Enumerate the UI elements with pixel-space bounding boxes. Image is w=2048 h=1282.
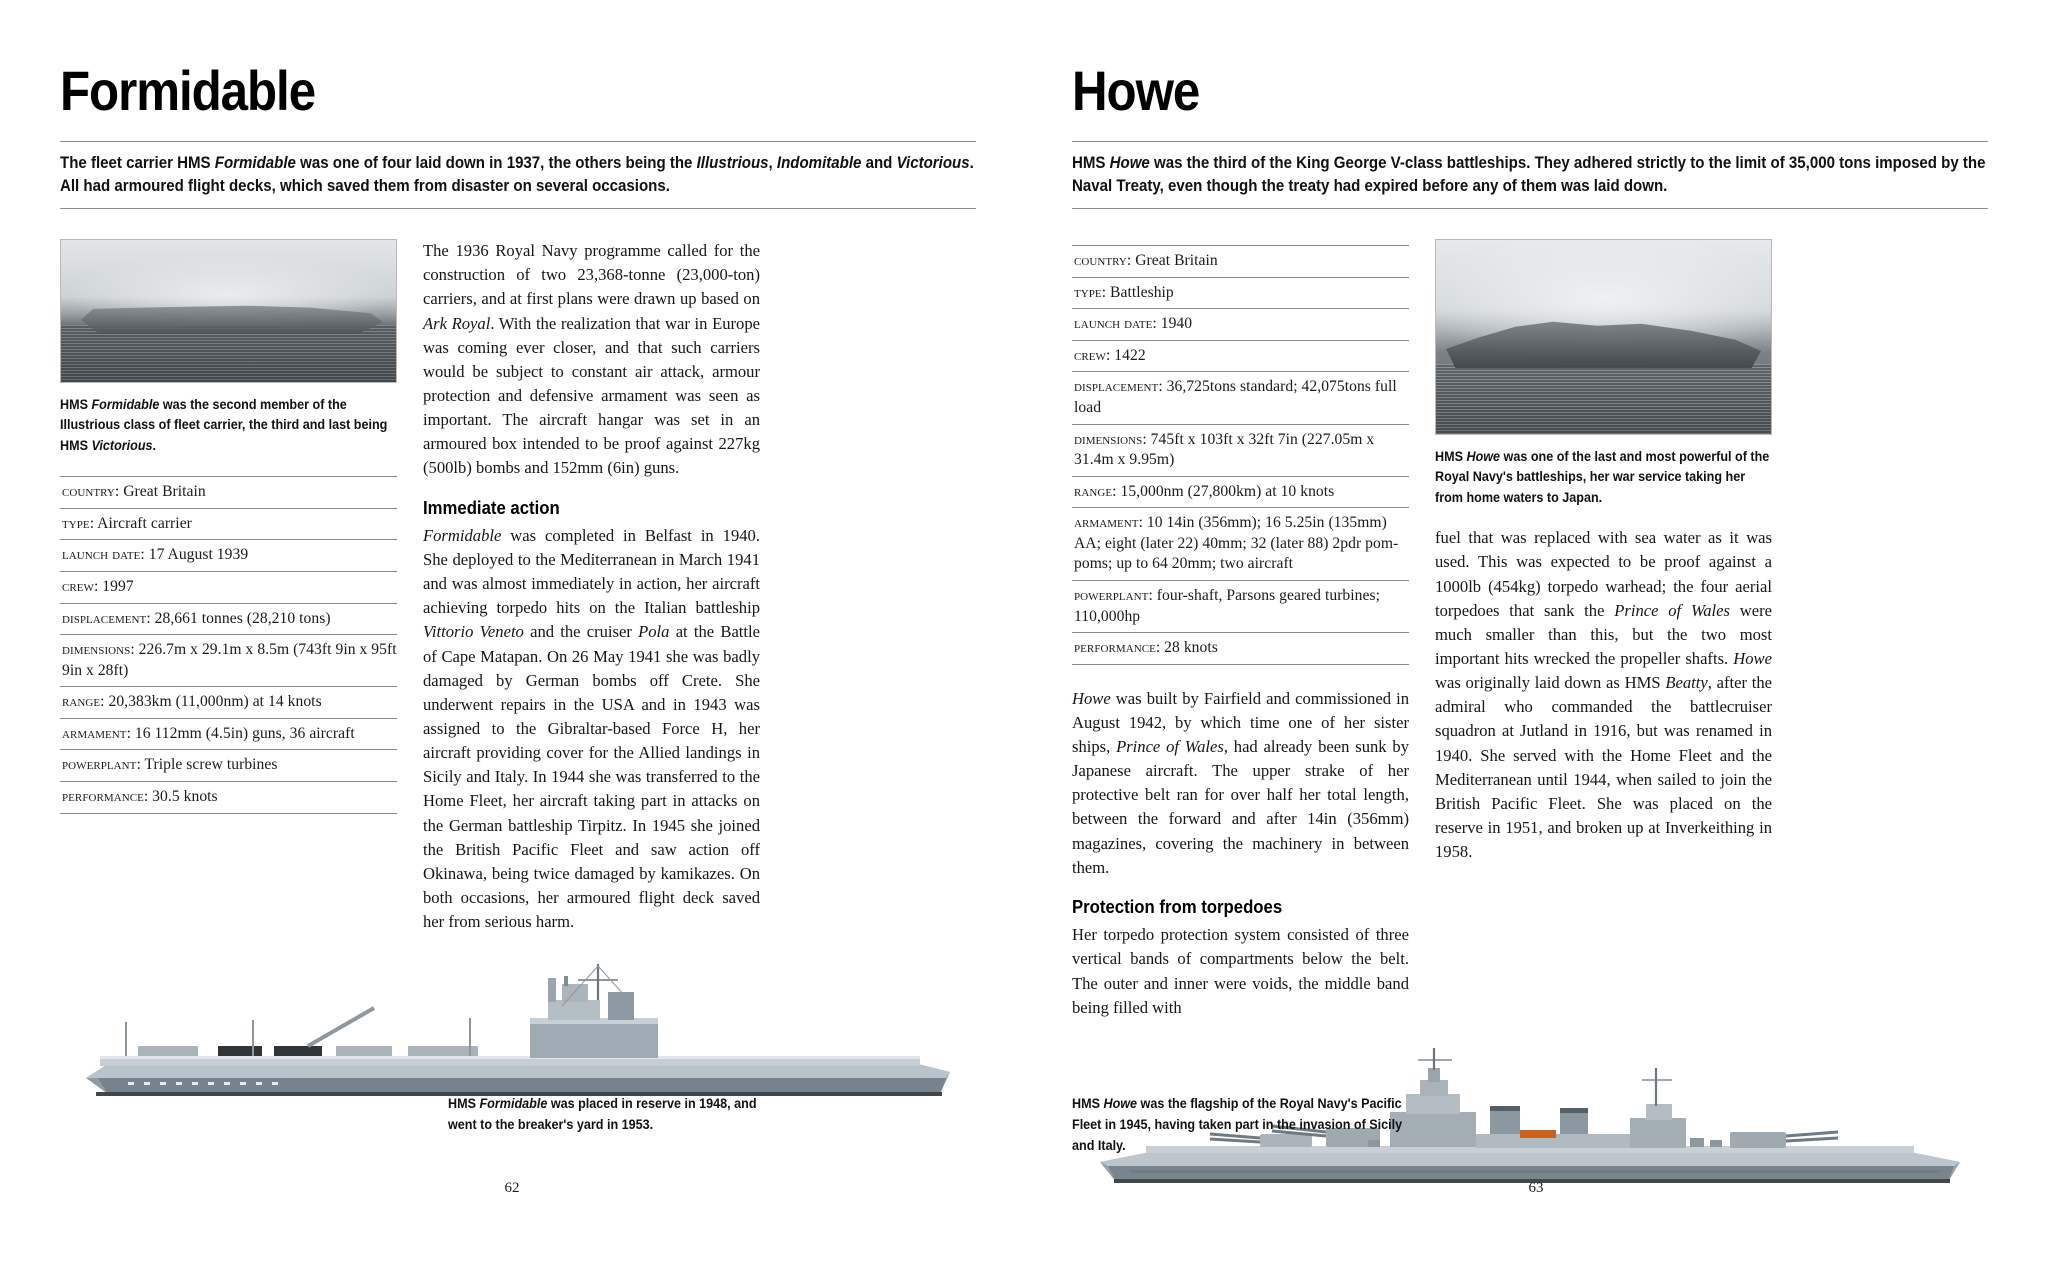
spec-label: crew:	[1074, 346, 1111, 364]
spec-value: Great Britain	[1131, 252, 1218, 270]
spec-label: country:	[1074, 252, 1132, 270]
spec-row	[1072, 581, 1409, 633]
spec-value: 15,000nm (27,800km) at 10 knots	[1116, 482, 1335, 500]
folio-page-number: 62	[504, 1180, 520, 1196]
body-main: Formidable was completed in Belfast in 1940. She deployed to the Mediterranean in March 1941 and was almost immediately in action, her aircraft achieving torpedo hits on the Italian battleship Vittorio Veneto and the cruiser Pola at the Battle of Cape Matapan. On 26 May 1941 she was badly damaged by German bombs off Crete. She underwent repairs in the USA and in 1943 was assigned to the Gibraltar-based Force H, her aircraft providing cover for the Allied landings in Sicily and Italy. In 1944 she was transferred to the Home Fleet, her aircraft taking part in attacks on the German battleship Tirpitz. In 1945 she joined the British Pacific Fleet and saw action off Okinawa, being twice damaged by kamikazes. On both occasions, her armoured flight deck saved her from serious harm.	[423, 525, 761, 932]
spec-value: 17 August 1939	[144, 546, 249, 564]
spec-value: Aircraft carrier	[94, 514, 192, 532]
bottom-caption: HMS Howe was the flagship of the Royal Navy's Pacific Fleet in 1945, having taken part in the invasion of Sicily and Italy.	[1072, 1096, 1403, 1153]
spec-label: displacement:	[62, 609, 151, 627]
section-heading: Protection from torpedoes	[1072, 895, 1283, 917]
spec-value: 226.7m x 29.1m x 8.5m (743ft 9in x 95ft 9in x 28ft)	[62, 641, 397, 679]
spec-value: 28 knots	[1160, 639, 1218, 657]
title-rule	[1072, 141, 1988, 142]
body-intro: The 1936 Royal Navy programme called for the construction of two 23,368-tonne (23,000-ton) carriers, and at first plans were drawn up based on Ark Royal. With the realization that war in Europe was coming ever closer, and that such carriers would be subject to constant air attack, armour protection and defensive armament was seen as important. The aircraft hangar was set in an armoured box intended to be proof against 227kg (500lb) bombs and 152mm (6in) guns.	[423, 241, 760, 478]
spec-label: powerplant:	[1074, 587, 1153, 605]
page-right-howe	[1024, 0, 2048, 1282]
spec-row	[60, 572, 397, 604]
spec-row	[1072, 372, 1409, 424]
standfirst: The fleet carrier HMS Formidable was one of four laid down in 1937, the others being the Illustrious, Indomitable and Victorious. All had armoured flight decks, which saved them from disaster on several occasions.	[60, 154, 974, 196]
spec-row	[60, 782, 397, 814]
spec-row	[1072, 477, 1409, 509]
spec-value: 20,383km (11,000nm) at 14 knots	[104, 693, 322, 711]
column-right	[1435, 239, 1772, 1020]
standfirst: HMS Howe was the third of the King George V-class battleships. They adhered strictly to the limit of 35,000 tons imposed by the Naval Treaty, even though the treaty had expired before any of them was laid down.	[1072, 154, 1986, 196]
spec-row	[60, 719, 397, 751]
spec-label: dimensions:	[1074, 430, 1147, 448]
spec-row	[1072, 246, 1409, 278]
hms-howe-photo	[1435, 239, 1772, 435]
specification-table	[1072, 245, 1409, 665]
spec-label: armament:	[62, 724, 131, 742]
spec-row	[1072, 309, 1409, 341]
spec-value: Triple screw turbines	[140, 756, 278, 774]
spec-label: range:	[62, 693, 105, 711]
spec-value: 745ft x 103ft x 32ft 7in (227.05m x 31.4m x 9.95m)	[1074, 430, 1375, 469]
spec-value: 16 112mm (4.5in) guns, 36 aircraft	[130, 724, 355, 742]
spec-label: armament:	[1074, 514, 1143, 532]
content-columns	[1072, 239, 1988, 1020]
spec-value: Battleship	[1106, 283, 1174, 301]
content-columns	[60, 239, 976, 934]
title-rule	[60, 141, 976, 142]
spec-label: launch date:	[1074, 315, 1157, 333]
spec-value: Great Britain	[119, 483, 206, 501]
standfirst-rule	[1072, 208, 1988, 209]
spec-value: four-shaft, Parsons geared turbines; 110,000hp	[1074, 587, 1380, 625]
spec-label: range:	[1074, 482, 1117, 500]
standfirst-rule	[60, 208, 976, 209]
spec-row	[60, 540, 397, 572]
spec-row	[1072, 508, 1409, 581]
spec-value: 28,661 tonnes (28,210 tons)	[150, 609, 331, 627]
spec-value: 1422	[1110, 346, 1146, 364]
section-heading: Immediate action	[423, 496, 560, 518]
spec-label: type:	[62, 514, 95, 532]
spec-label: performance:	[62, 788, 149, 806]
column-left	[60, 239, 397, 934]
spec-label: performance:	[1074, 639, 1161, 657]
spec-value: 10 14in (356mm); 16 5.25in (135mm) AA; eight (later 22) 40mm; 32 (later 88) 2pdr pom-poms; up to 64 20mm; two aircraft	[1074, 514, 1399, 573]
spec-label: displacement:	[1074, 378, 1163, 396]
spec-value: 30.5 knots	[148, 788, 218, 806]
body-continued: fuel that was replaced with sea water as it was used. This was expected to be proof against a 1000lb (454kg) torpedo warhead; the four aerial torpedoes that sank the Prince of Wales were much smaller than this, but the two most important hits wrecked the propeller shafts. Howe was originally laid down as HMS Beatty, after the admiral who commanded the battlecruiser squadron at Jutland in 1916, but was renamed in 1940. She served with the Home Fleet and the Mediterranean until 1944, when sailed to join the British Pacific Fleet. She was placed on the reserve in 1951, and broken up at Inverkeithing in 1958.	[1435, 528, 1773, 862]
spec-row	[1072, 278, 1409, 310]
spec-row	[1072, 425, 1409, 477]
spec-row	[60, 635, 397, 687]
column-left	[1072, 239, 1409, 1020]
spec-row	[1072, 341, 1409, 373]
body-main: Her torpedo protection system consisted of three vertical bands of compartments below the belt. The outer and inner were voids, the middle band being filled with	[1072, 925, 1409, 1017]
spec-label: powerplant:	[62, 756, 141, 774]
spec-value: 1940	[1156, 315, 1193, 333]
spec-value: 36,725tons standard; 42,075tons full load	[1074, 378, 1397, 416]
specification-table	[60, 476, 397, 813]
spec-row	[60, 604, 397, 636]
page-title: Formidable	[60, 59, 316, 122]
folio-page-number: 63	[1528, 1180, 1544, 1196]
page-title: Howe	[1072, 59, 1200, 122]
hms-formidable-photo	[60, 239, 397, 383]
bottom-caption: HMS Formidable was placed in reserve in 1948, and went to the breaker's yard in 1953.	[448, 1096, 757, 1132]
spec-label: country:	[62, 483, 120, 501]
column-right	[423, 239, 760, 934]
photo-caption: HMS Howe was one of the last and most powerful of the Royal Navy's battleships, her war service taking her from home waters to Japan.	[1435, 449, 1770, 505]
spec-row	[60, 687, 397, 719]
spec-row	[60, 750, 397, 782]
spec-row	[60, 477, 397, 509]
spec-value: 1997	[98, 577, 134, 595]
spec-label: type:	[1074, 283, 1107, 301]
body-intro: Howe was built by Fairfield and commissioned in August 1942, by which time one of her sister ships, Prince of Wales, had already been sunk by Japanese aircraft. The upper strake of her protective belt ran for over half her total length, between the forward and after 14in (356mm) magazines, covering the machinery in between them.	[1072, 688, 1409, 877]
spec-label: dimensions:	[62, 641, 135, 659]
spec-row	[60, 509, 397, 541]
spec-row	[1072, 633, 1409, 665]
photo-caption: HMS Formidable was the second member of the Illustrious class of fleet carrier, the third and last being HMS Victorious.	[60, 397, 388, 453]
spec-label: launch date:	[62, 546, 145, 564]
spec-label: crew:	[62, 577, 99, 595]
